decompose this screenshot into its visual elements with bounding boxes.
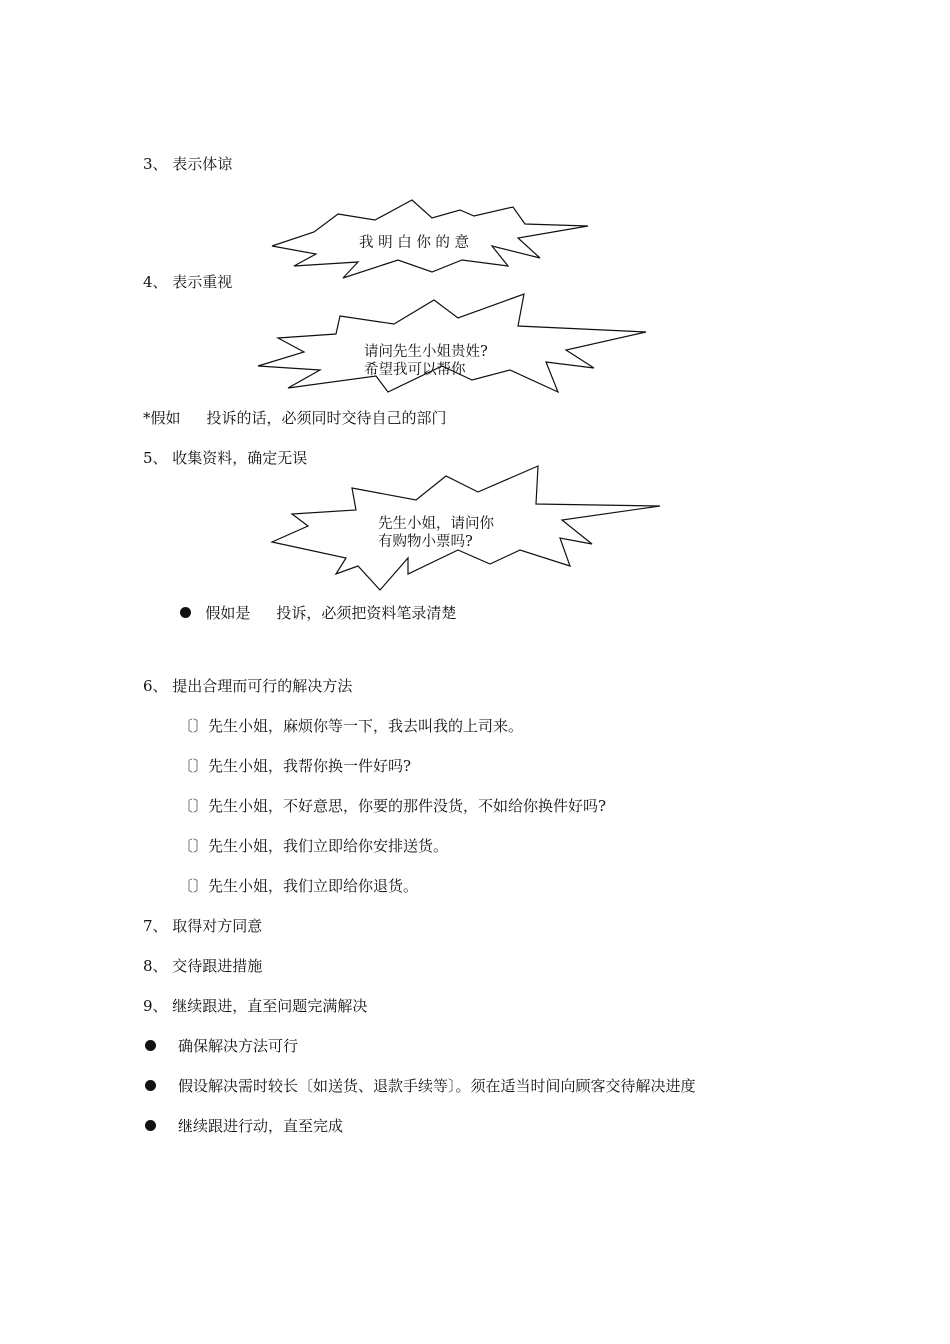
burst-2-line-2: 希望我可以帮你 [364, 362, 466, 378]
bullet-record-prefix: 假如是 [205, 604, 251, 622]
bullet-dot-icon [145, 1080, 156, 1091]
burst-2-line-1: 请问先生小姐贵姓? [364, 344, 488, 360]
followup-item [145, 1116, 343, 1136]
followup-text: 继续跟进行动，直至完成 [178, 1117, 344, 1135]
heading-5: 5、 收集资料，确定无误 [143, 449, 308, 467]
followup-text: 假设解决需时较长〔如送货、退款手续等〕。须在适当时间向顾客交待解决进度 [178, 1077, 696, 1095]
bullet-record [180, 603, 456, 623]
speech-burst-3 [272, 466, 664, 592]
heading-3: 3、 表示体谅 [143, 155, 233, 173]
followup-text: 确保解决方法可行 [178, 1037, 299, 1055]
heading-9: 9、 继续跟进，直至问题完满解决 [143, 997, 368, 1015]
bullet-dot-icon [180, 607, 191, 618]
heading-4: 4、 表示重视 [143, 273, 233, 291]
heading-6: 6、 提出合理而可行的解决方法 [143, 677, 353, 695]
followup-item [145, 1076, 696, 1096]
note-name-prefix: *假如 [143, 409, 181, 427]
note-name-suffix: 投诉的话，必须同时交待自己的部门 [206, 409, 447, 427]
solution-option: 〔〕先生小姐，我们立即给你退货。 [178, 877, 419, 895]
solution-option: 〔〕先生小姐，麻烦你等一下，我去叫我的上司来。 [178, 717, 524, 735]
speech-burst-1 [272, 198, 592, 282]
heading-8: 8、 交待跟进措施 [143, 957, 263, 975]
bullet-dot-icon [145, 1120, 156, 1131]
solution-option: 〔〕先生小姐，我们立即给你安排送货。 [178, 837, 449, 855]
solution-option: 〔〕先生小姐，不好意思，你要的那件没货，不如给你换件好吗? [178, 797, 607, 815]
heading-7: 7、 取得对方同意 [143, 917, 263, 935]
bullet-dot-icon [145, 1040, 156, 1051]
bullet-record-suffix: 投诉，必须把资料笔录清楚 [276, 604, 457, 622]
followup-item [145, 1036, 298, 1056]
burst-3-line-2: 有购物小票吗? [378, 534, 473, 550]
burst-1-text: 我 明 白 你 的 意 [359, 235, 470, 251]
solution-option: 〔〕先生小姐，我帮你换一件好吗? [178, 757, 412, 775]
speech-burst-2 [258, 294, 650, 394]
note-name [143, 408, 447, 428]
burst-3-line-1: 先生小姐，请问你 [378, 516, 494, 532]
